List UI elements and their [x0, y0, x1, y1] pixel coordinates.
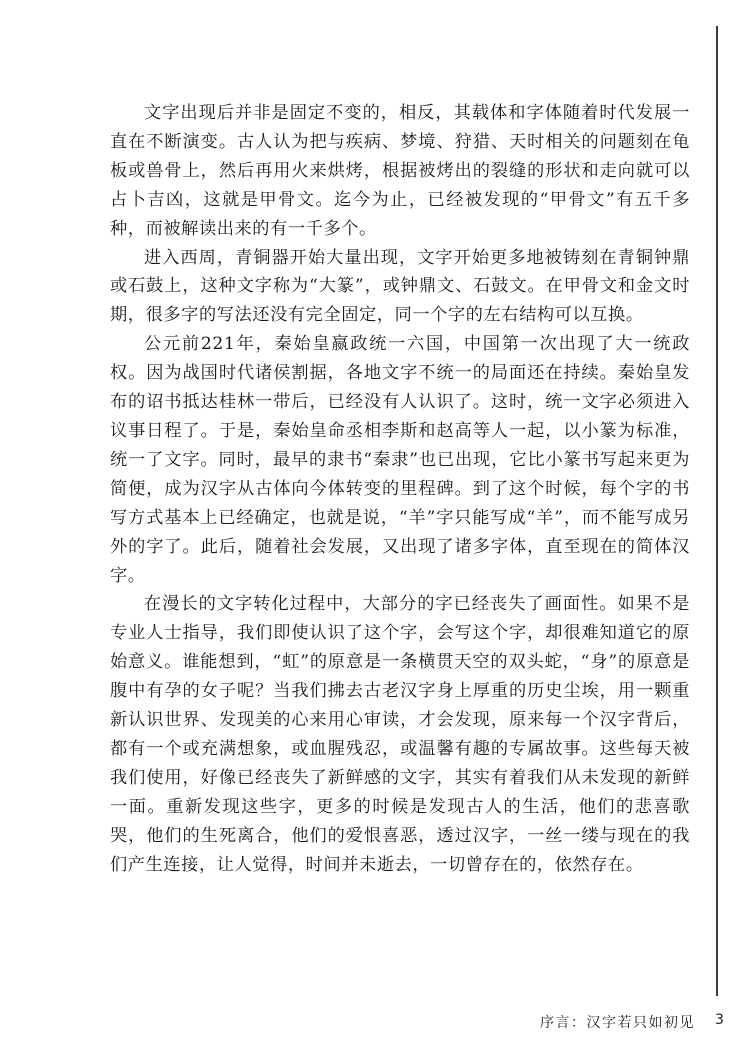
page-number: 3	[715, 1012, 726, 1028]
body-text	[110, 99, 690, 879]
paragraph-2: 进入西周，青铜器开始大量出现，文字开始更多地被铸刻在青铜钟鼎或石鼓上，这种文字称为“大篆”，或钟鼎文、石鼓文。在甲骨文和金文时期，很多字的写法还没有完全固定，同一个字的左右结构可以互换。	[110, 247, 690, 326]
paragraph-4: 在漫长的文字转化过程中，大部分的字已经丧失了画面性。如果不是专业人士指导，我们即使认识了这个字，会写这个字，却很难知道它的原始意义。谁能想到，“虹”的原意是一条横贯天空的双头蛇，“身”的原意是腹中有孕的女子呢？当我们拂去古老汉字身上厚重的历史尘埃，用一颗重新认识世界、发现美的心来用心审读，才会发现，原来每一个汉字背后，都有一个或充满想象，或血腥残忍，或温馨有趣的专属故事。这些每天被我们使用，好像已经丧失了新鲜感的文字，其实有着我们从未发现的新鲜一面。重新发现这些字，更多的时候是发现古人的生活，他们的悲喜歌哭，他们的生死离合，他们的爱恨喜恶，透过汉字，一丝一缕与现在的我们产生连接，让人觉得，时间并未逝去，一切曾存在的，依然存在。	[110, 594, 690, 875]
paragraph-1: 文字出现后并非是固定不变的，相反，其载体和字体随着时代发展一直在不断演变。古人认为把与疾病、梦境、狩猎、天时相关的问题刻在龟板或兽骨上，然后再用火来烘烤，根据被烤出的裂缝的形状和走向就可以占卜吉凶，这就是甲骨文。迄今为止，已经被发现的“甲骨文”有五千多种，而被解读出来的有一千多个。	[110, 103, 690, 239]
running-title: 序言：汉字若只如初见	[540, 1015, 695, 1031]
paragraph-3: 公元前221年，秦始皇嬴政统一六国，中国第一次出现了大一统政权。因为战国时代诸侯割据，各地文字不统一的局面还在持续。秦始皇发布的诏书抵达桂林一带后，已经没有人认识了。这时，统一文字必须进入议事日程了。于是，秦始皇命丞相李斯和赵高等人一起，以小篆为标准，统一了文字。同时，最早的隶书“秦隶”也已出现，它比小篆书写起来更为简便，成为汉字从古体向今体转变的里程碑。到了这个时候，每个字的书写方式基本上已经确定，也就是说，“羊”字只能写成“羊”，而不能写成另外的字了。此后，随着社会发展，又出现了诸多字体，直至现在的简体汉字。	[110, 334, 690, 586]
page-edge-rule	[716, 26, 718, 996]
page-footer	[540, 1012, 730, 1032]
